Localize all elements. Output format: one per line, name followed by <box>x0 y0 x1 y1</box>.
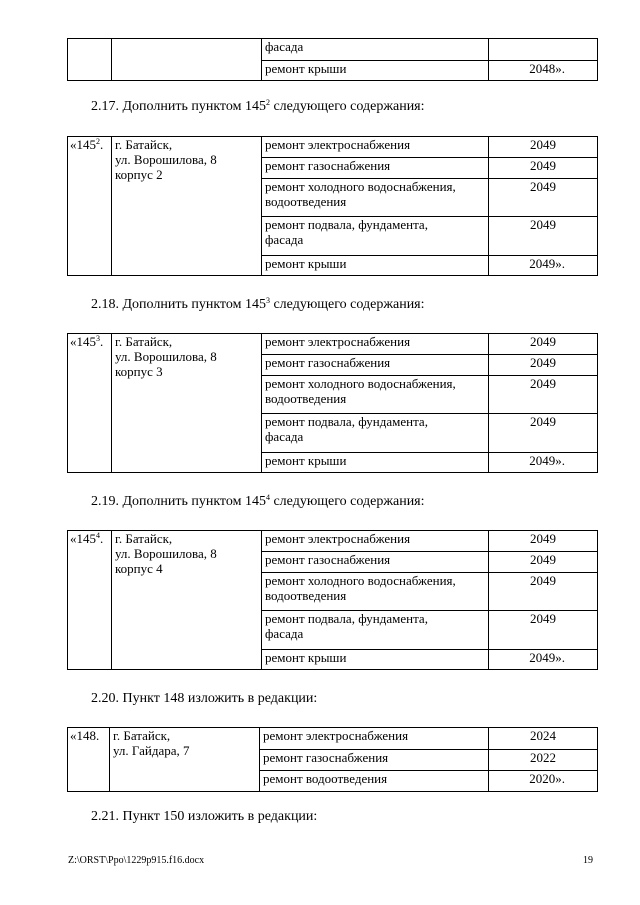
table-row <box>68 334 598 355</box>
table-section-148 <box>67 727 598 792</box>
work-cell: ремонт холодного водоснабжения, водоотведения <box>262 573 489 611</box>
address-cell: г. Батайск, ул. Гайдара, 7 <box>110 728 260 792</box>
work-cell: ремонт холодного водоснабжения, водоотведения <box>262 376 489 414</box>
year-cell: 2049 <box>489 334 598 355</box>
address-cell: г. Батайск, ул. Ворошилова, 8 корпус 2 <box>112 137 262 276</box>
work-cell: ремонт подвала, фундамента, фасада <box>262 414 489 453</box>
year-cell: 2048». <box>489 61 598 81</box>
year-cell: 2024 <box>489 728 598 750</box>
work-cell: ремонт газоснабжения <box>262 355 489 376</box>
address-cell <box>112 39 262 81</box>
work-cell: ремонт крыши <box>262 61 489 81</box>
year-cell <box>489 39 598 61</box>
number-cell: «$145^2$. <box>68 137 112 276</box>
number-cell: «$145^4$. <box>68 531 112 670</box>
number-cell: «148. <box>68 728 110 792</box>
work-cell: ремонт электроснабжения <box>262 334 489 355</box>
work-cell: ремонт водоотведения <box>260 771 489 792</box>
work-cell: ремонт крыши <box>262 256 489 276</box>
year-cell: 2049». <box>489 453 598 473</box>
work-cell: ремонт электроснабжения <box>262 531 489 552</box>
year-cell: 2049». <box>489 256 598 276</box>
year-cell: 2049». <box>489 650 598 670</box>
address-cell: г. Батайск, ул. Ворошилова, 8 корпус 4 <box>112 531 262 670</box>
work-cell: ремонт подвала, фундамента, фасада <box>262 217 489 256</box>
year-cell: 2049 <box>489 137 598 158</box>
work-cell: ремонт электроснабжения <box>260 728 489 750</box>
table-continuation <box>67 38 598 81</box>
section-heading: 2.19. Дополнить пунктом $145^4$ следующего содержания: <box>91 493 425 509</box>
work-cell: ремонт подвала, фундамента, фасада <box>262 611 489 650</box>
year-cell: 2049 <box>489 611 598 650</box>
table-section-145-3 <box>67 333 598 473</box>
work-cell: ремонт холодного водоснабжения, водоотведения <box>262 179 489 217</box>
number-cell: «$145^3$. <box>68 334 112 473</box>
section-heading: 2.17. Дополнить пунктом $145^2$ следующего содержания: <box>91 98 425 114</box>
year-cell: 2049 <box>489 158 598 179</box>
year-cell: 2049 <box>489 217 598 256</box>
year-cell: 2020». <box>489 771 598 792</box>
section-heading: 2.21. Пункт 150 изложить в редакции: <box>91 809 318 824</box>
page-number: 19 <box>583 855 593 866</box>
table-row <box>68 531 598 552</box>
year-cell: 2022 <box>489 750 598 771</box>
year-cell: 2049 <box>489 414 598 453</box>
table-row <box>68 728 598 750</box>
year-cell: 2049 <box>489 376 598 414</box>
work-cell: ремонт крыши <box>262 650 489 670</box>
section-heading: 2.20. Пункт 148 изложить в редакции: <box>91 691 318 706</box>
section-heading: 2.18. Дополнить пунктом $145^3$ следующего содержания: <box>91 296 425 312</box>
footer-file-path: Z:\ORST\Ppo\1229p915.f16.docx <box>68 855 205 866</box>
work-cell: ремонт газоснабжения <box>262 552 489 573</box>
year-cell: 2049 <box>489 355 598 376</box>
table-section-145-4 <box>67 530 598 670</box>
work-cell: ремонт крыши <box>262 453 489 473</box>
work-cell: ремонт электроснабжения <box>262 137 489 158</box>
table-section-145-2 <box>67 136 598 276</box>
year-cell: 2049 <box>489 531 598 552</box>
year-cell: 2049 <box>489 179 598 217</box>
table-row <box>68 137 598 158</box>
work-cell: ремонт газоснабжения <box>262 158 489 179</box>
address-cell: г. Батайск, ул. Ворошилова, 8 корпус 3 <box>112 334 262 473</box>
work-cell: фасада <box>262 39 489 61</box>
year-cell: 2049 <box>489 573 598 611</box>
number-cell <box>68 39 112 81</box>
table-row <box>68 39 598 61</box>
year-cell: 2049 <box>489 552 598 573</box>
work-cell: ремонт газоснабжения <box>260 750 489 771</box>
